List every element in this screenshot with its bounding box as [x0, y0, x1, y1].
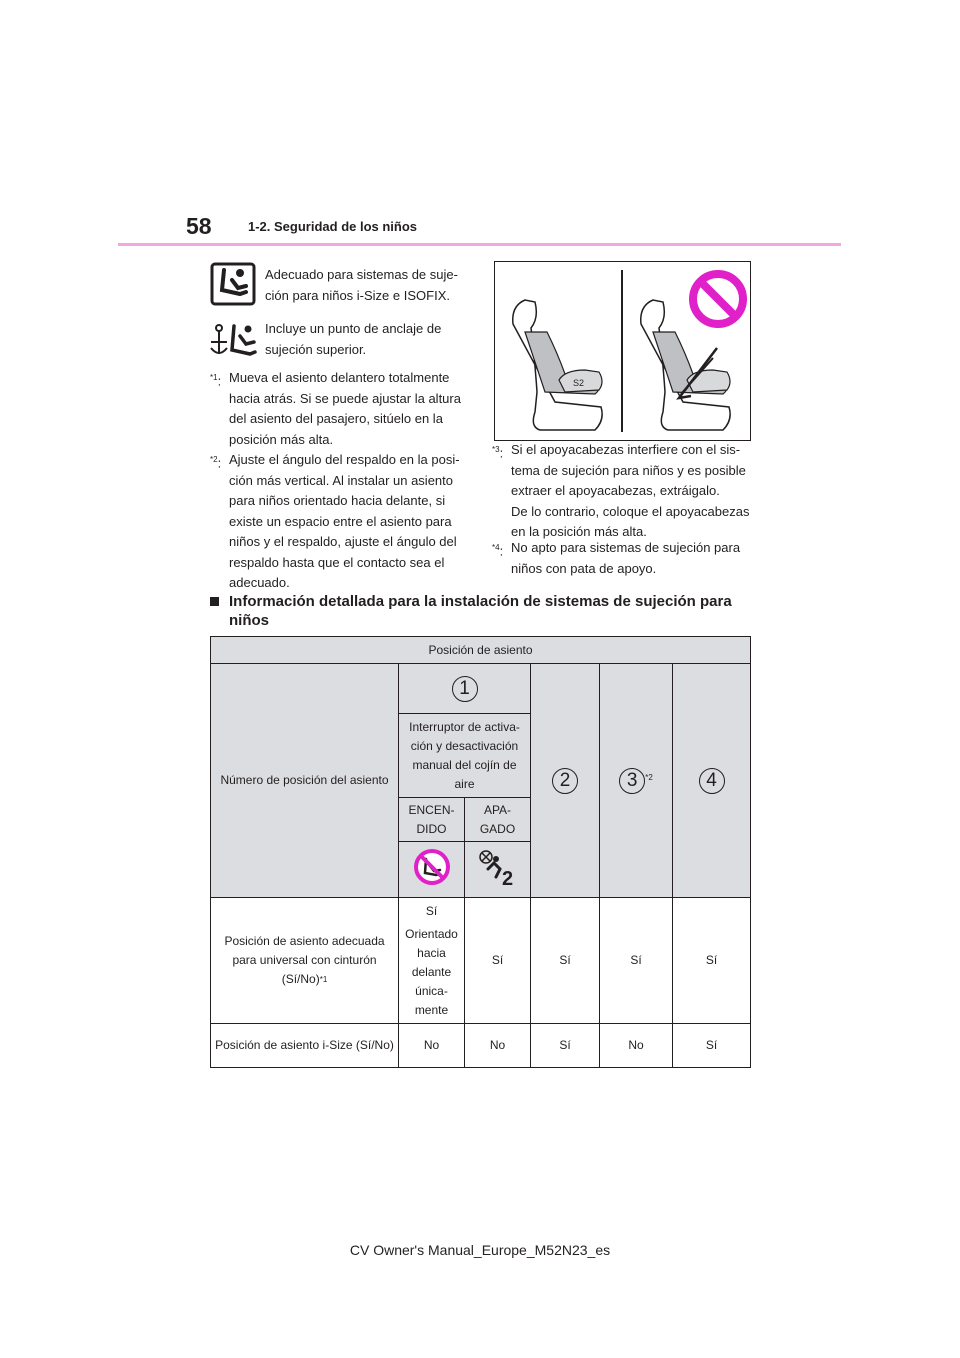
switch-on-header: ENCEN-DIDO	[399, 798, 465, 842]
switch-off-header: APA-GADO	[465, 798, 531, 842]
universal-pos4-cell: Sí	[673, 898, 751, 1024]
seat-position-table	[210, 636, 751, 1068]
note-1: $^{*1}$: Mueva el asiento delantero totalmente hacia atrás. Si se puede ajustar la altura del asiento del pasajero, sitúelo en la posición más alta.	[210, 370, 461, 447]
table-title: Posición de asiento	[211, 637, 751, 664]
universal-pos3-cell: Sí	[600, 898, 673, 1024]
note-4-mark: $^{*4}$:	[492, 543, 504, 559]
position-2-badge: 2	[552, 768, 578, 794]
note-3: $^{*3}$: Si el apoyacabezas interfiere con el sis- tema de sujeción para niños y es posible extraer el apoyacabezas, extráigalo. De lo contrario, coloque el apoyacabezas en la posición más alta.	[492, 442, 750, 539]
airbag-on-icon-cell	[465, 842, 531, 898]
position-3-footnote: *2	[645, 772, 653, 782]
header-divider	[118, 243, 841, 246]
airbag-off-icon-cell	[399, 842, 465, 898]
note-2-mark: $^{*2}$:	[210, 455, 222, 471]
section-heading: Información detallada para la instalación de sistemas de sujeción para niños	[210, 592, 750, 630]
position-4-cell	[673, 664, 751, 898]
universal-pos2-cell: Sí	[531, 898, 600, 1024]
position-1-badge: 1	[452, 676, 478, 702]
note-4: $^{*4}$: No apto para sistemas de sujeción para niños con pata de apoyo.	[492, 540, 741, 576]
isofix-seat-icon	[210, 262, 256, 306]
note-1-mark: $^{*1}$:	[210, 373, 222, 389]
top-tether-anchor-icon	[208, 320, 258, 360]
section-title: 1-2. Seguridad de los niños	[248, 219, 418, 234]
svg-text:S2: S2	[573, 378, 585, 388]
footer-text: CV Owner's Manual_Europe_M52N23_es	[349, 1242, 611, 1258]
isize-pos4-cell: Sí	[673, 1024, 751, 1068]
isize-pos2-cell: Sí	[531, 1024, 600, 1068]
airbag-off-icon	[412, 847, 452, 887]
universal-switch-on-cell: Sí Orientado hacia delante única-mente	[399, 898, 465, 1024]
isize-row-label: Posición de asiento i-Size (Sí/No)	[211, 1024, 399, 1068]
svg-text:2: 2	[501, 867, 513, 887]
note-3-mark: $^{*3}$:	[492, 445, 504, 461]
page-number: 58	[186, 213, 212, 239]
isize-switch-on-cell: No	[399, 1024, 465, 1068]
universal-belt-row-label: Posición de asiento adecuada para universal con cinturón (Sí/No)$^{*1}$	[211, 898, 399, 1024]
position-3-badge: 3	[619, 768, 645, 794]
headrest-illustration	[494, 261, 751, 441]
isize-pos3-cell: No	[600, 1024, 673, 1068]
universal-switch-off-cell: Sí	[465, 898, 531, 1024]
position-4-badge: 4	[699, 768, 725, 794]
position-3-cell	[600, 664, 673, 898]
isize-switch-off-cell: No	[465, 1024, 531, 1068]
airbag-switch-header: Interruptor de activa-ción y desactivación manual del cojín de aire	[399, 714, 531, 798]
position-1-cell	[399, 664, 531, 714]
position-2-cell	[531, 664, 600, 898]
bullet-square-icon	[210, 597, 219, 606]
note-2: $^{*2}$: Ajuste el ángulo del respaldo en la posi- ción más vertical. Al instalar un asiento para niños orientado hacia delante, si existe un espacio entre el asiento para niños y el respaldo, ajuste el ángulo del respaldo hasta que el contacto sea el adecuado.	[210, 452, 460, 590]
top-tether-description: Incluye un punto de anclaje de sujeción superior.	[265, 321, 442, 357]
isofix-description: Adecuado para sistemas de suje- ción para niños i-Size e ISOFIX.	[265, 267, 458, 303]
airbag-on-icon	[476, 847, 520, 887]
position-number-header: Número de posición del asiento	[211, 664, 399, 898]
